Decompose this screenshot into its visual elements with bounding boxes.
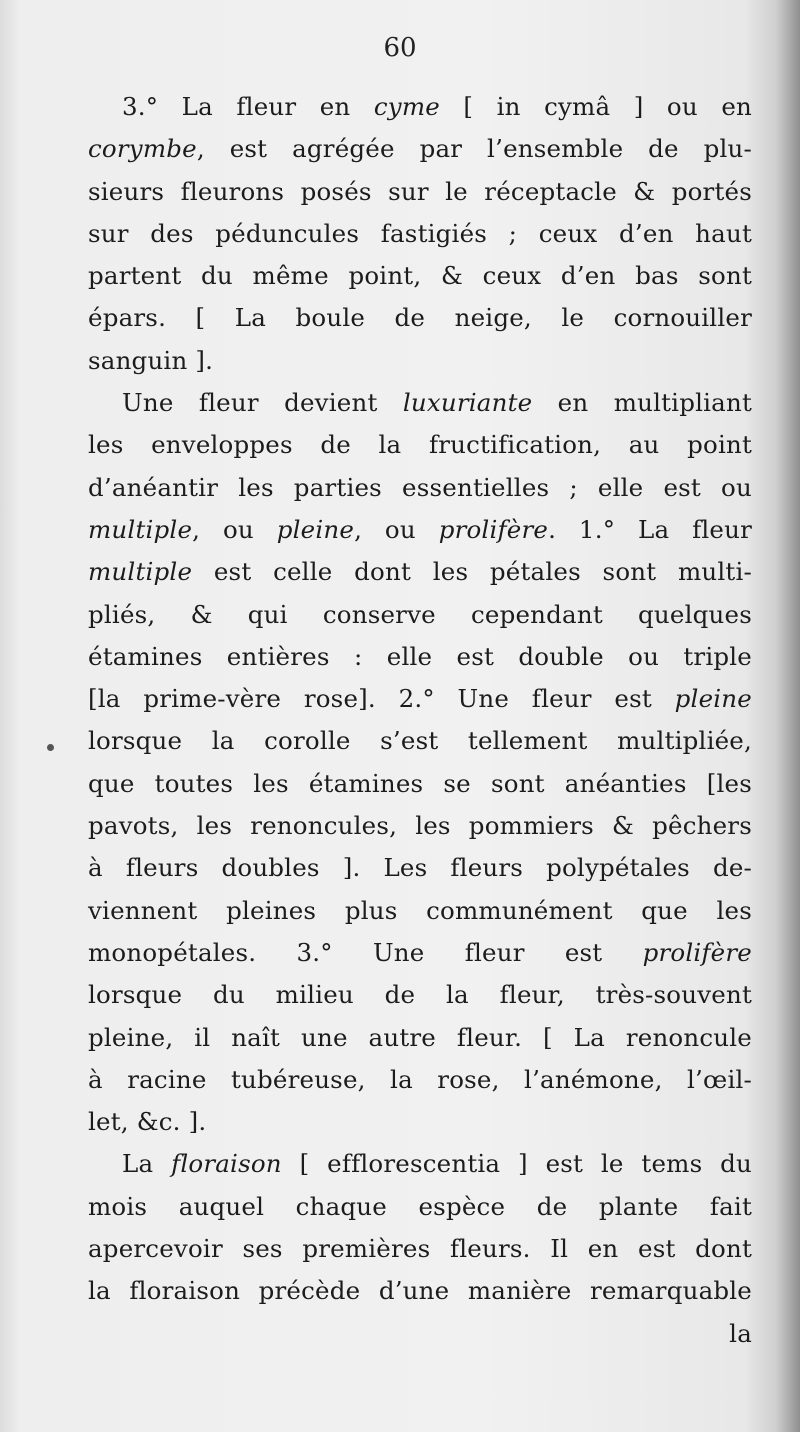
text-line	[88, 255, 752, 297]
text-segment: les enveloppes de la fructification, au point	[88, 430, 752, 460]
text-segment: apercevoir ses premières fleurs. Il en est dont	[88, 1234, 752, 1264]
text-line	[88, 424, 752, 466]
text-segment: à racine tubéreuse, la rose, l’anémone, l’œil-	[88, 1064, 752, 1094]
text-segment: [ efflorescentia ] est le tems du	[281, 1149, 753, 1179]
text-segment: est celle dont les pétales sont multi-	[192, 557, 752, 587]
text-segment: [la prime-vère rose]. 2.° Une fleur est	[88, 684, 675, 714]
page-number: 60	[383, 33, 417, 63]
text-segment: 3.° La fleur en	[122, 92, 374, 121]
text-segment: d’anéantir les parties essentielles ; elle est ou	[88, 472, 752, 502]
text-line	[88, 890, 752, 932]
text-segment: viennent pleines plus communément que les	[88, 895, 752, 925]
ink-speck	[47, 744, 54, 751]
italic-term: cyme	[373, 92, 440, 121]
text-segment: la	[729, 1318, 752, 1348]
text-segment: sieurs fleurons posés sur le réceptacle & portés	[88, 176, 752, 206]
text-line	[88, 1186, 752, 1228]
text-line	[88, 720, 752, 762]
text-segment: sur des péduncules fastigiés ; ceux d’en haut	[88, 218, 752, 248]
text-segment: lorsque la corolle s’est tellement multipliée,	[88, 726, 752, 756]
text-line	[88, 297, 752, 339]
text-line	[88, 213, 752, 255]
italic-term: multiple	[88, 514, 193, 544]
italic-term: pleine	[276, 514, 355, 544]
text-line	[88, 1313, 752, 1355]
text-line	[88, 509, 752, 551]
text-segment: monopétales. 3.° Une fleur est	[88, 937, 643, 967]
text-line	[88, 467, 752, 509]
text-segment: sanguin ].	[88, 345, 214, 375]
text-line	[88, 86, 752, 128]
italic-term: multiple	[88, 557, 193, 587]
text-segment: La	[122, 1149, 172, 1179]
text-line	[88, 1270, 752, 1312]
text-segment: Une fleur devient	[122, 388, 403, 418]
text-line	[88, 171, 752, 213]
text-line	[88, 340, 752, 382]
text-line	[88, 805, 752, 847]
text-segment: , est agrégée par l’ensemble de plu-	[196, 134, 752, 164]
text-segment: lorsque du milieu de la fleur, très-souvent	[88, 980, 752, 1010]
text-line	[88, 1017, 752, 1059]
text-segment: pavots, les renoncules, les pommiers & pêchers	[88, 811, 752, 841]
italic-term: prolifère	[438, 514, 549, 544]
text-line	[88, 1101, 752, 1143]
italic-term: corymbe	[88, 134, 197, 164]
text-segment: [ in cymâ ] ou en	[439, 92, 752, 121]
text-line	[88, 678, 752, 720]
text-line	[88, 382, 752, 424]
text-line	[88, 1228, 752, 1270]
text-segment: pleine, il naît une autre fleur. [ La renoncule	[88, 1022, 752, 1052]
text-segment: , ou	[192, 514, 277, 544]
text-line	[88, 1059, 752, 1101]
text-segment: let, &c. ].	[88, 1107, 207, 1137]
text-segment: pliés, & qui conserve cependant quelques	[88, 599, 752, 629]
text-segment: mois auquel chaque espèce de plante fait	[88, 1191, 752, 1221]
text-line	[88, 847, 752, 889]
text-segment: en multipliant	[532, 388, 753, 418]
italic-term: prolifère	[642, 937, 752, 967]
text-line	[88, 636, 752, 678]
text-segment: , ou	[354, 514, 439, 544]
italic-term: floraison	[171, 1149, 282, 1179]
text-segment: épars. [ La boule de neige, le cornouiller	[88, 303, 752, 333]
text-line	[88, 128, 752, 170]
text-segment: que toutes les étamines se sont anéanties [les	[88, 768, 752, 798]
text-segment: la floraison précède d’une manière remarquable	[88, 1276, 752, 1306]
text-line	[88, 1143, 752, 1185]
text-line	[88, 974, 752, 1016]
text-segment: partent du même point, & ceux d’en bas sont	[88, 261, 752, 291]
text-segment: à fleurs doubles ]. Les fleurs polypétales de-	[88, 853, 752, 883]
text-line	[88, 932, 752, 974]
text-segment: étamines entières : elle est double ou triple	[88, 641, 752, 671]
body-text	[88, 86, 752, 1355]
text-segment: . 1.° La fleur	[548, 514, 752, 544]
text-line	[88, 763, 752, 805]
text-line	[88, 594, 752, 636]
text-line	[88, 551, 752, 593]
italic-term: pleine	[674, 684, 752, 714]
italic-term: luxuriante	[402, 388, 533, 418]
